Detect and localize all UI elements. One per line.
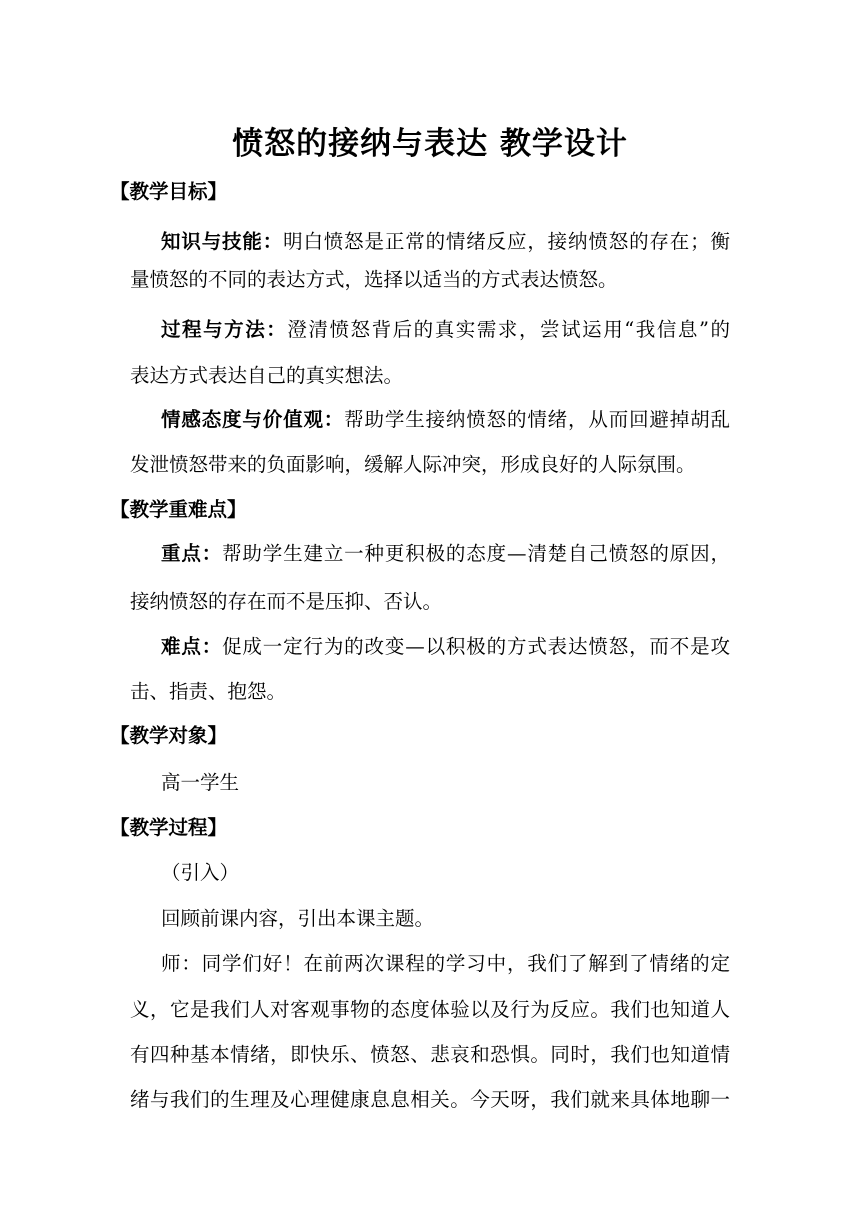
teacher-line-2: 义，它是我们人对客观事物的态度体验以及行为反应。我们也知道人: [130, 998, 730, 1021]
emotion-text-1: 帮助学生接纳愤怒的情绪，从而回避掉胡乱: [344, 408, 730, 431]
knowledge-line-2: 量愤怒的不同的表达方式，选择以适当的方式表达愤怒。: [130, 268, 618, 291]
teacher-line-1: 师：同学们好！在前两次课程的学习中，我们了解到了情绪的定: [161, 952, 730, 975]
teacher-line-4: 绪与我们的生理及心理健康息息相关。今天呀，我们就来具体地聊一: [130, 1088, 730, 1111]
key-line-2: 接纳愤怒的存在而不是压抑、否认。: [130, 590, 443, 613]
emotion-line-1: [130, 406, 730, 434]
key-line-1: [130, 540, 730, 568]
teacher-line-3: 有四种基本情绪，即快乐、愤怒、悲哀和恐惧。同时，我们也知道情: [130, 1043, 730, 1066]
review-text: 回顾前课内容，引出本课主题。: [161, 907, 435, 930]
process-method-text-1: 澄清愤怒背后的真实需求，尝试运用“我信息”的: [287, 318, 730, 341]
difficulty-label: 难点：: [161, 635, 223, 658]
process-method-line-1: [130, 316, 730, 344]
emotion-line-2: 发泄愤怒带来的负面影响，缓解人际冲突，形成良好的人际氛围。: [130, 453, 696, 476]
knowledge-text-1: 明白愤怒是正常的情绪反应，接纳愤怒的存在；衡: [283, 230, 730, 253]
knowledge-line-1: [130, 228, 730, 256]
emotion-label: 情感态度与价值观：: [161, 408, 345, 431]
document-title: 愤怒的接纳与表达 教学设计: [232, 126, 628, 162]
intro-label: （引入）: [161, 861, 240, 884]
process-method-line-2: 表达方式表达自己的真实想法。: [130, 364, 404, 387]
process-method-label: 过程与方法：: [161, 318, 288, 341]
key-text-1: 帮助学生建立一种更积极的态度—清楚自己愤怒的原因，: [222, 542, 730, 565]
knowledge-label: 知识与技能：: [161, 230, 284, 253]
difficulty-line-1: [130, 633, 730, 661]
key-points-heading: 【教学重难点】: [110, 498, 247, 521]
audience-heading: 【教学对象】: [110, 724, 228, 747]
key-label: 重点：: [161, 542, 223, 565]
difficulty-line-2: 击、指责、抱怨。: [130, 680, 287, 703]
audience-text: 高一学生: [161, 771, 240, 794]
process-heading: 【教学过程】: [110, 816, 228, 839]
difficulty-text-1: 促成一定行为的改变—以积极的方式表达愤怒，而不是攻: [222, 635, 730, 658]
objectives-heading: 【教学目标】: [110, 180, 228, 203]
